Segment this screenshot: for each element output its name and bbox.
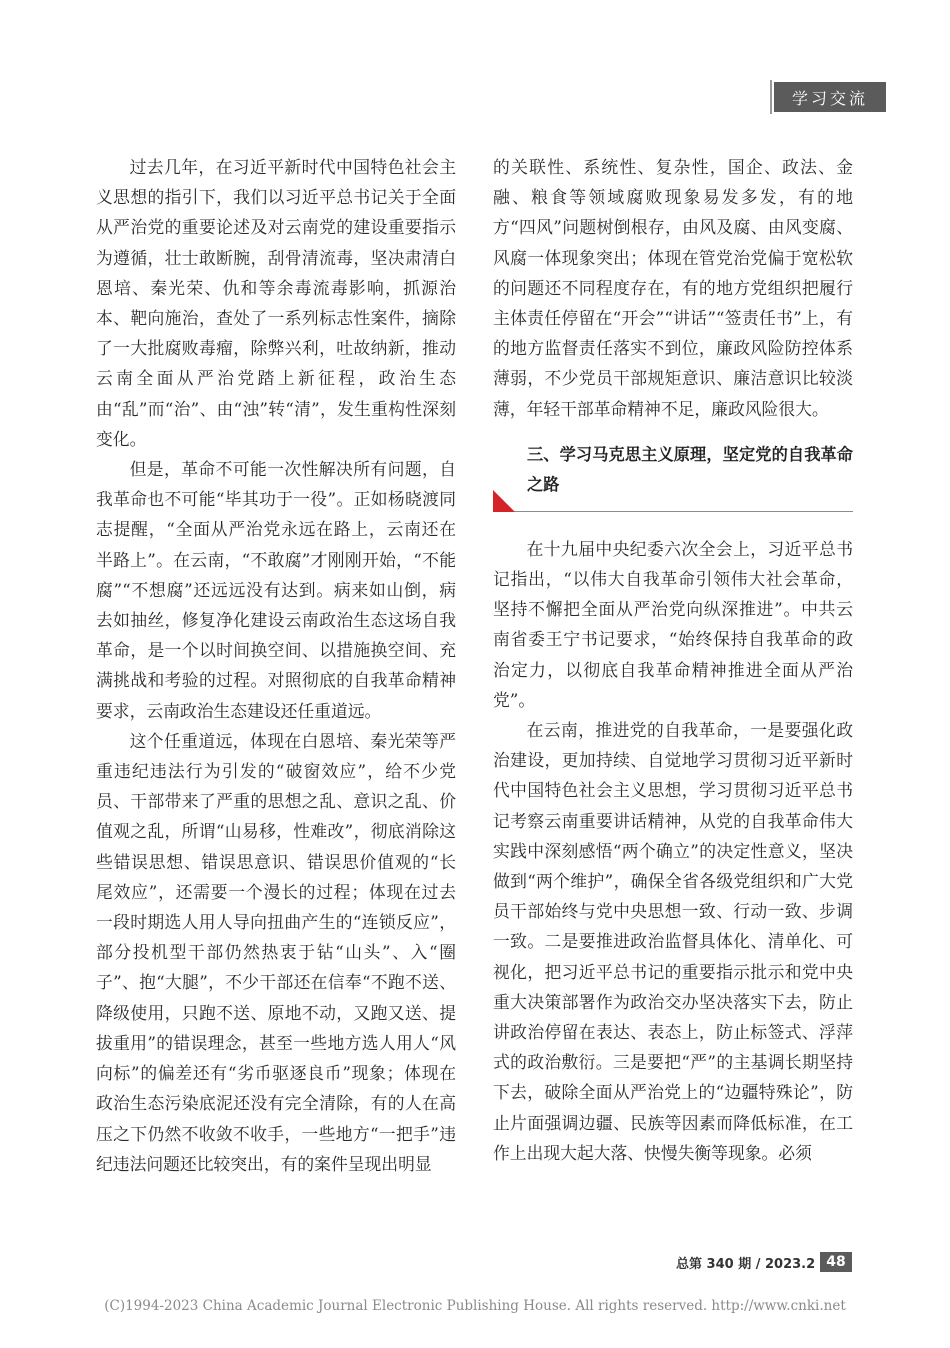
paragraph-continuation: 的关联性、系统性、复杂性，国企、政法、金融、粮食等领域腐败现象易发多发，有的地方“四风”问题树倒根存，由风及腐、由风变腐、风腐一体现象突出；体现在管党治党偏于宽松软的问题还不同程度存在，有的地方党组织把履行主体责任停留在“开会”“讲话”“签责任书”上，有的地方监督责任落实不到位，廉政风险防控体系薄弱，不少党员干部规矩意识、廉洁意识比较淡薄，年轻干部革命精神不足，廉政风险很大。 — [493, 157, 853, 419]
issue-label: 总第 340 期 / 2023.2 — [676, 1257, 816, 1272]
paragraph: 在云南，推进党的自我革命，一是要强化政治建设，更加持续、自觉地学习贯彻习近平新时代中国特色社会主义思想，学习贯彻习近平总书记考察云南重要讲话精神，从党的自我革命伟大实践中深刻感悟“两个确立”的决定性意义，坚决做到“两个维护”，确保全省各级党组织和广大党员干部始终与党中央思想一致、行动一致、步调一致。二是要推进政治监督具体化、清单化、可视化，把习近平总书记的重要指示批示和党中央重大决策部署作为政治交办坚决落实下去，防止讲政治停留在表达、表态上，防止标签式、浮萍式的政治敷衍。三是要把“严”的主基调长期坚持下去，破除全面从严治党上的“边疆特殊论”，防止片面强调边疆、民族等因素而降低标准，在工作上出现大起大落、快慢失衡等现象。必须 — [493, 720, 853, 1163]
section-tag-rule — [770, 80, 772, 114]
heading-underline — [493, 511, 853, 512]
paragraph: 但是，革命不可能一次性解决所有问题，自我革命也不可能“毕其功于一役”。正如杨晓渡同志提醒，“全面从严治党永远在路上，云南还在半路上”。在云南，“不敢腐”才刚刚开始，“不能腐”“不想腐”还远远没有达到。病来如山倒，病去如抽丝，修复净化建设云南政治生态这场自我革命，是一个以时间换空间、以措施换空间、充满挑战和考验的过程。对照彻底的自我革命精神要求，云南政治生态建设还任重道远。 — [96, 459, 456, 721]
section-tag: 学习交流 — [774, 82, 886, 112]
paragraph: 在十九届中央纪委六次全会上，习近平总书记指出，“以伟大自我革命引领伟大社会革命，坚持不懈把全面从严治党向纵深推进”。中共云南省委王宁书记要求，“始终保持自我革命的政治定力，以彻底自我革命精神推进全面从严治党”。 — [493, 538, 853, 710]
left-column — [96, 152, 456, 1179]
heading-red-triangle — [493, 490, 515, 512]
paragraph: 这个任重道远，体现在白恩培、秦光荣等严重违纪违法行为引发的“破窗效应”，给不少党员、干部带来了严重的思想之乱、意识之乱、价值观之乱，所谓“山易移，性难改”，彻底消除这些错误思想、错误思意识、错误思价值观的“长尾效应”，还需要一个漫长的过程；体现在过去一段时期选人用人导向扭曲产生的“连锁反应”，部分投机型干部仍然热衷于钻“山头”、入“圈子”、抱“大腿”，不少干部还在信奉“不跑不送、降级使用，只跑不送、原地不动，又跑又送、提拔重用”的错误理念，甚至一些地方选人用人“风向标”的偏差还有“劣币驱逐良币”现象；体现在政治生态污染底泥还没有完全清除，有的人在高压之下仍然不收敛不收手，一些地方“一把手”违纪违法问题还比较突出，有的案件呈现出明显 — [96, 730, 456, 1174]
section-heading-text: 三、学习马克思主义原理，坚定党的自我革命之路 — [527, 444, 853, 494]
paragraph: 过去几年，在习近平新时代中国特色社会主义思想的指引下，我们以习近平总书记关于全面从严治党的重要论述及对云南党的建设重要指示为遵循，壮士敢断腕，刮骨清流毒，坚决肃清白恩培、秦光荣、仇和等余毒流毒影响，抓源治本、靶向施治，查处了一系列标志性案件，摘除了一大批腐败毒瘤，除弊兴利，吐故纳新，推动云南全面从严治党踏上新征程，政治生态由“乱”而“治”、由“浊”转“清”，发生重构性深刻变化。 — [96, 157, 456, 449]
page-number: 48 — [820, 1252, 852, 1272]
copyright-notice: (C)1994-2023 China Academic Journal Electronic Publishing House. All rights reserved. http://www.cnki.net — [104, 1298, 846, 1314]
right-column — [493, 152, 853, 1168]
section-heading — [493, 440, 853, 512]
